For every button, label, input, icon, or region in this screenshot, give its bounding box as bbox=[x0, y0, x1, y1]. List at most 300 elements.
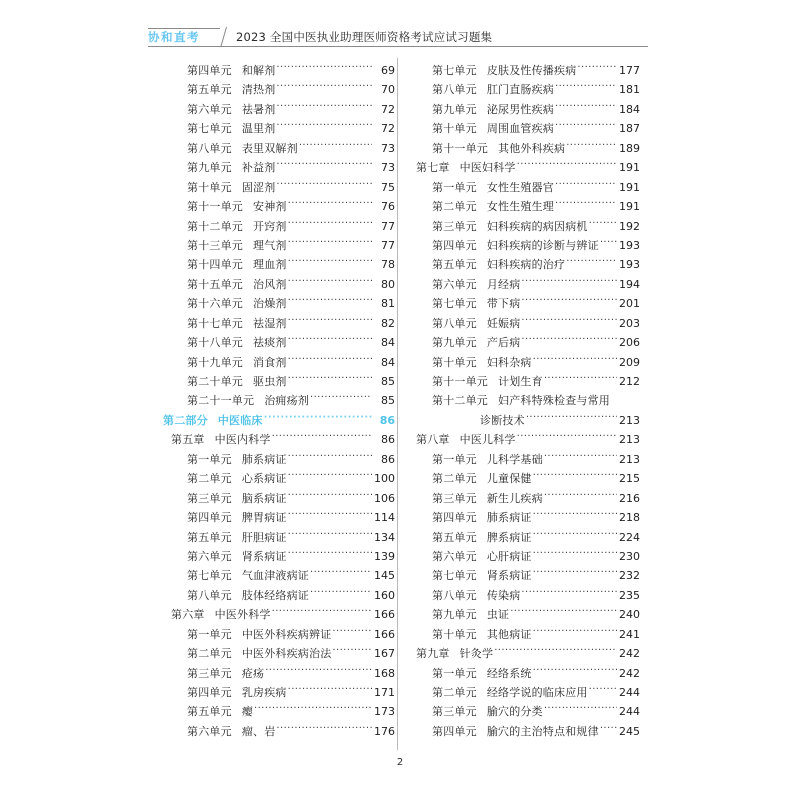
toc-entry-number: 第五单元 bbox=[432, 258, 477, 272]
toc-leader-dots bbox=[521, 316, 617, 327]
toc-leader-dots bbox=[544, 491, 617, 502]
toc-page-number: 145 bbox=[374, 569, 395, 583]
toc-entry[interactable] bbox=[163, 665, 395, 684]
toc-entry-number: 第三单元 bbox=[187, 666, 232, 680]
toc-entry-number: 第二单元 bbox=[187, 647, 232, 661]
toc-entry-number: 第八单元 bbox=[187, 141, 232, 155]
toc-page-number: 184 bbox=[619, 102, 640, 116]
toc-entry-number: 第六单元 bbox=[187, 549, 232, 563]
toc-entry-number: 第五单元 bbox=[432, 530, 477, 544]
toc-leader-dots bbox=[288, 510, 372, 521]
toc-entry[interactable] bbox=[408, 354, 640, 373]
toc-page-number: 235 bbox=[619, 588, 640, 602]
toc-entry-number: 第七章 bbox=[416, 161, 450, 175]
toc-entry-title: 中医妇科学 bbox=[459, 161, 516, 175]
toc-entry[interactable] bbox=[408, 334, 640, 353]
toc-entry[interactable] bbox=[408, 392, 640, 411]
toc-leader-dots bbox=[555, 102, 617, 113]
toc-page-number: 213 bbox=[619, 413, 640, 427]
toc-entry[interactable] bbox=[163, 334, 395, 353]
toc-leader-dots bbox=[288, 316, 372, 327]
toc-entry[interactable] bbox=[408, 159, 640, 178]
toc-page-number: 72 bbox=[381, 102, 395, 116]
toc-entry-title: 其他外科疾病 bbox=[498, 141, 566, 155]
toc-entry[interactable] bbox=[408, 256, 640, 275]
toc-entry[interactable] bbox=[408, 567, 640, 586]
toc-entry-title: 开窍剂 bbox=[253, 219, 287, 233]
toc-entry[interactable] bbox=[163, 723, 395, 742]
toc-entry-title: 泌尿男性疾病 bbox=[486, 102, 555, 116]
toc-entry[interactable] bbox=[163, 529, 395, 548]
toc-entry-label bbox=[171, 431, 271, 447]
toc-page-number: 171 bbox=[374, 686, 395, 699]
toc-leader-dots bbox=[288, 296, 372, 307]
toc-entry-number: 第一单元 bbox=[432, 180, 477, 194]
toc-entry[interactable] bbox=[163, 587, 395, 606]
toc-entry[interactable] bbox=[408, 295, 640, 314]
toc-page-number: 181 bbox=[619, 83, 640, 97]
toc-leader-dots bbox=[310, 568, 372, 579]
toc-entry-number: 第三单元 bbox=[432, 705, 477, 719]
toc-entry-label bbox=[432, 490, 543, 506]
toc-entry-number: 第四单元 bbox=[432, 511, 477, 525]
toc-leader-dots bbox=[288, 530, 372, 541]
toc-page-number: 230 bbox=[619, 549, 640, 563]
toc-entry-number: 第三单元 bbox=[432, 219, 477, 233]
toc-entry-label bbox=[432, 626, 532, 642]
toc-page-number: 167 bbox=[374, 647, 395, 661]
toc-entry[interactable] bbox=[163, 81, 395, 100]
toc-entry[interactable] bbox=[408, 548, 640, 567]
toc-page-number: 189 bbox=[619, 141, 640, 155]
toc-entry-title: 产后病 bbox=[486, 336, 521, 350]
toc-entry-title: 女性生殖器官 bbox=[486, 180, 555, 194]
toc-entry-label bbox=[187, 334, 287, 350]
toc-entry-label bbox=[187, 490, 287, 506]
toc-entry-title: 虫证 bbox=[486, 608, 510, 622]
toc-entry-number: 第一单元 bbox=[187, 627, 232, 641]
toc-entry[interactable] bbox=[163, 140, 395, 159]
toc-entry[interactable] bbox=[408, 703, 640, 722]
toc-entry-title: 儿科学基础 bbox=[486, 452, 543, 466]
toc-entry[interactable] bbox=[408, 101, 640, 120]
toc-entry-number: 第十七单元 bbox=[187, 316, 243, 330]
toc-entry[interactable] bbox=[163, 548, 395, 567]
toc-entry[interactable] bbox=[408, 529, 640, 548]
toc-leader-dots bbox=[288, 549, 372, 560]
toc-entry-title: 儿童保健 bbox=[486, 472, 532, 486]
toc-entry-number: 第八单元 bbox=[187, 588, 232, 602]
toc-entry-number: 第二单元 bbox=[432, 472, 477, 486]
toc-entry-number: 第六单元 bbox=[187, 102, 232, 116]
toc-leader-dots bbox=[555, 180, 617, 191]
toc-entry-title: 瘤、岩 bbox=[241, 724, 276, 738]
toc-entry-title: 中医儿科学 bbox=[459, 433, 516, 447]
toc-entry-title: 固涩剂 bbox=[241, 180, 276, 194]
toc-entry[interactable] bbox=[408, 276, 640, 295]
toc-leader-dots bbox=[264, 413, 372, 424]
toc-entry[interactable] bbox=[163, 315, 395, 334]
toc-page-number: 77 bbox=[381, 219, 395, 233]
toc-entry[interactable] bbox=[163, 295, 395, 314]
toc-page-number: 77 bbox=[381, 238, 395, 252]
toc-entry-number: 第六单元 bbox=[432, 277, 477, 291]
toc-entry-label bbox=[187, 62, 275, 78]
toc-entry[interactable] bbox=[408, 62, 640, 81]
toc-leader-dots bbox=[276, 724, 372, 735]
toc-entry-number: 第七单元 bbox=[187, 122, 232, 136]
toc-leader-dots bbox=[555, 82, 617, 93]
toc-entry[interactable] bbox=[408, 315, 640, 334]
toc-entry-label bbox=[432, 529, 532, 545]
toc-page-number: 166 bbox=[374, 627, 395, 641]
toc-entry-label bbox=[416, 645, 493, 661]
toc-entry-number: 第五单元 bbox=[187, 530, 232, 544]
toc-entry-label bbox=[432, 120, 554, 136]
toc-entry[interactable] bbox=[163, 645, 395, 664]
toc-entry-title: 皮肤及性传播疾病 bbox=[486, 64, 577, 77]
toc-leader-dots bbox=[533, 471, 617, 482]
toc-leader-dots bbox=[288, 471, 372, 482]
toc-entry-label bbox=[187, 723, 275, 739]
toc-entry-label bbox=[432, 179, 554, 195]
header-title: 2023 全国中医执业助理医师资格考试应试习题集 bbox=[236, 30, 493, 44]
toc-entry-number: 第四单元 bbox=[432, 238, 477, 252]
toc-entry-label bbox=[432, 723, 599, 739]
toc-leader-dots bbox=[288, 335, 372, 346]
toc-leader-dots bbox=[533, 568, 617, 579]
toc-entry-number: 第九单元 bbox=[432, 336, 477, 350]
toc-entry-label bbox=[432, 567, 532, 583]
toc-entry[interactable] bbox=[163, 373, 395, 392]
toc-entry-number: 第八章 bbox=[416, 433, 450, 447]
toc-entry-label bbox=[432, 373, 543, 389]
toc-entry-title: 补益剂 bbox=[241, 161, 276, 175]
toc-entry[interactable] bbox=[163, 218, 395, 237]
toc-page-number: 215 bbox=[619, 472, 640, 486]
toc-entry-title: 中医外科疾病辨证 bbox=[241, 627, 332, 641]
toc-leader-dots bbox=[555, 121, 617, 132]
toc-page-number: 209 bbox=[619, 355, 640, 369]
toc-page-number: 72 bbox=[381, 122, 395, 136]
toc-entry-title: 瘿 bbox=[241, 705, 254, 719]
toc-page-number: 213 bbox=[619, 452, 640, 466]
toc-entry[interactable] bbox=[163, 237, 395, 256]
page-number: 2 bbox=[396, 757, 404, 768]
toc-entry-title: 女性生殖生理 bbox=[486, 200, 555, 214]
toc-page-number: 191 bbox=[619, 200, 640, 214]
toc-leader-dots bbox=[544, 704, 617, 715]
toc-entry[interactable] bbox=[408, 470, 640, 489]
toc-entry-title: 清热剂 bbox=[241, 83, 276, 97]
toc-entry[interactable] bbox=[163, 470, 395, 489]
toc-entry-label bbox=[187, 140, 298, 156]
toc-entry[interactable] bbox=[163, 431, 395, 450]
toc-entry-title: 中医内科学 bbox=[214, 433, 271, 447]
toc-entry-title: 妇产科特殊检查与常用 bbox=[498, 394, 610, 408]
toc-leader-dots bbox=[566, 141, 617, 152]
toc-entry-title: 治痈疡剂 bbox=[264, 394, 310, 408]
toc-leader-dots bbox=[310, 393, 372, 404]
toc-leader-dots bbox=[544, 374, 617, 385]
toc-entry[interactable] bbox=[163, 101, 395, 120]
toc-page-number: 84 bbox=[381, 336, 395, 350]
toc-leader-dots bbox=[276, 180, 372, 191]
toc-entry[interactable] bbox=[408, 509, 640, 528]
toc-entry-number: 第十四单元 bbox=[187, 258, 243, 272]
toc-entry[interactable] bbox=[163, 159, 395, 178]
toc-entry-title: 中医外科学 bbox=[214, 608, 271, 622]
toc-page-number: 100 bbox=[374, 472, 395, 486]
toc-entry[interactable] bbox=[163, 412, 395, 431]
toc-entry-number: 第九单元 bbox=[187, 161, 232, 175]
toc-entry-title: 腧穴的分类 bbox=[486, 705, 543, 719]
toc-leader-dots bbox=[510, 607, 617, 618]
toc-entry[interactable] bbox=[163, 179, 395, 198]
toc-entry-title: 治风剂 bbox=[253, 277, 287, 291]
toc-entry-title: 温里剂 bbox=[241, 122, 276, 136]
toc-page-number: 86 bbox=[379, 413, 395, 427]
toc-entry-number: 第七单元 bbox=[432, 64, 477, 77]
toc-entry[interactable] bbox=[163, 703, 395, 722]
toc-entry-number: 第六章 bbox=[171, 608, 205, 622]
toc-entry-label bbox=[432, 509, 532, 525]
toc-leader-dots bbox=[555, 199, 617, 210]
toc-entry-title: 疮疡 bbox=[241, 666, 265, 680]
toc-page-number: 173 bbox=[374, 705, 395, 719]
toc-entry-title: 气血津液病证 bbox=[241, 569, 310, 583]
toc-entry-number: 第七单元 bbox=[432, 297, 477, 311]
toc-entry[interactable] bbox=[408, 140, 640, 159]
toc-page-number: 78 bbox=[381, 258, 395, 272]
toc-page-number: 134 bbox=[374, 530, 395, 544]
toc-entry[interactable] bbox=[163, 606, 395, 625]
toc-entry[interactable] bbox=[163, 392, 395, 411]
toc-page-number: 216 bbox=[619, 491, 640, 505]
toc-entry-title: 脾系病证 bbox=[486, 530, 532, 544]
toc-entry-number: 第十单元 bbox=[432, 355, 477, 369]
toc-entry-title: 经络系统 bbox=[486, 666, 532, 680]
toc-leader-dots bbox=[265, 666, 372, 677]
toc-entry-label bbox=[432, 237, 599, 253]
toc-entry[interactable] bbox=[408, 587, 640, 606]
toc-entry-title: 妊娠病 bbox=[486, 316, 521, 330]
toc-entry[interactable] bbox=[408, 723, 640, 742]
toc-entry-title: 祛痰剂 bbox=[253, 336, 287, 350]
toc-page-number: 86 bbox=[381, 433, 395, 447]
toc-leader-dots bbox=[276, 121, 372, 132]
toc-page-number: 191 bbox=[619, 161, 640, 175]
toc-leader-dots bbox=[288, 257, 372, 268]
toc-leader-dots bbox=[533, 627, 617, 638]
toc-entry[interactable] bbox=[163, 354, 395, 373]
toc-entry-number: 第二十单元 bbox=[187, 375, 243, 388]
toc-entry[interactable] bbox=[163, 509, 395, 528]
toc-entry-number: 第三单元 bbox=[187, 491, 232, 505]
toc-page-number: 86 bbox=[381, 452, 395, 466]
toc-page-number: 212 bbox=[619, 375, 640, 388]
toc-entry-label bbox=[187, 567, 309, 583]
toc-entry-title: 心肝病证 bbox=[486, 549, 532, 563]
toc-entry[interactable] bbox=[163, 490, 395, 509]
toc-leader-dots bbox=[533, 549, 617, 560]
toc-entry[interactable] bbox=[408, 218, 640, 237]
toc-entry-label bbox=[480, 412, 525, 428]
toc-entry[interactable] bbox=[163, 256, 395, 275]
toc-entry[interactable] bbox=[408, 645, 640, 664]
toc-entry-number: 第十九单元 bbox=[187, 355, 243, 369]
toc-leader-dots bbox=[611, 393, 617, 404]
toc-entry-label bbox=[432, 256, 565, 272]
toc-entry-number: 第二单元 bbox=[187, 472, 232, 486]
toc-entry[interactable] bbox=[408, 81, 640, 100]
toc-entry[interactable] bbox=[163, 62, 395, 81]
toc-page-number: 240 bbox=[619, 608, 640, 622]
toc-entry-label bbox=[187, 665, 264, 681]
toc-entry-number: 第八单元 bbox=[432, 588, 477, 602]
toc-page-number: 176 bbox=[374, 724, 395, 738]
toc-entry[interactable] bbox=[163, 626, 395, 645]
toc-page-number: 73 bbox=[381, 141, 395, 155]
toc-page-number: 192 bbox=[619, 219, 640, 233]
toc-entry-label bbox=[187, 159, 275, 175]
toc-page-number: 201 bbox=[619, 297, 640, 311]
toc-entry-label bbox=[432, 101, 554, 117]
toc-entry-number: 第十八单元 bbox=[187, 336, 243, 350]
toc-page-number: 232 bbox=[619, 569, 640, 583]
toc-leader-dots bbox=[288, 355, 372, 366]
logo-rule-bottom bbox=[148, 46, 220, 47]
toc-leader-dots bbox=[517, 160, 617, 171]
toc-leader-dots bbox=[272, 607, 372, 618]
toc-entry-title: 驱虫剂 bbox=[253, 375, 287, 388]
toc-page-number: 81 bbox=[381, 297, 395, 311]
toc-entry-title: 诊断技术 bbox=[480, 413, 525, 427]
toc-entry-title: 针灸学 bbox=[459, 647, 494, 661]
toc-entry-label bbox=[432, 548, 532, 564]
toc-entry-label bbox=[171, 606, 271, 622]
toc-page-number: 85 bbox=[381, 375, 395, 388]
toc-entry-title: 脾胃病证 bbox=[241, 511, 287, 525]
toc-entry-label bbox=[187, 276, 287, 292]
toc-page-number: 70 bbox=[381, 83, 395, 97]
toc-leader-dots bbox=[533, 510, 617, 521]
toc-entry[interactable] bbox=[163, 198, 395, 217]
toc-page-number: 177 bbox=[619, 64, 640, 77]
toc-entry-label bbox=[187, 354, 287, 370]
toc-entry-title: 肛门直肠疾病 bbox=[486, 83, 555, 97]
toc-page-number: 82 bbox=[381, 316, 395, 330]
toc-entry[interactable] bbox=[163, 567, 395, 586]
toc-entry[interactable] bbox=[408, 684, 640, 703]
toc-entry[interactable] bbox=[408, 431, 640, 450]
toc-page-number: 193 bbox=[619, 258, 640, 272]
toc-entry-number: 第六单元 bbox=[432, 549, 477, 563]
toc-entry-label bbox=[187, 626, 331, 642]
toc-entry[interactable] bbox=[408, 179, 640, 198]
toc-entry-title: 表里双解剂 bbox=[241, 141, 298, 155]
toc-entry-title: 治燥剂 bbox=[253, 297, 287, 311]
toc-page-number: 191 bbox=[619, 180, 640, 194]
toc-entry-number: 第二单元 bbox=[432, 686, 477, 699]
toc-entry[interactable] bbox=[163, 276, 395, 295]
toc-leader-dots bbox=[288, 452, 372, 463]
toc-entry-label bbox=[163, 412, 263, 428]
toc-leader-dots bbox=[566, 257, 617, 268]
toc-entry[interactable] bbox=[408, 606, 640, 625]
toc-entry-title: 肾系病证 bbox=[241, 549, 287, 563]
toc-entry[interactable] bbox=[408, 120, 640, 139]
toc-entry-label bbox=[416, 431, 516, 447]
toc-entry[interactable] bbox=[408, 490, 640, 509]
toc-entry-number: 第五章 bbox=[171, 433, 205, 447]
toc-leader-dots bbox=[544, 452, 617, 463]
toc-entry-number: 第七单元 bbox=[432, 569, 477, 583]
toc-entry[interactable] bbox=[163, 451, 395, 470]
toc-entry-label bbox=[432, 81, 554, 97]
toc-entry[interactable] bbox=[408, 665, 640, 684]
toc-entry-label bbox=[432, 334, 520, 350]
toc-entry-label bbox=[187, 373, 287, 389]
toc-entry-label bbox=[187, 218, 287, 234]
toc-entry-title: 理气剂 bbox=[253, 238, 287, 252]
toc-entry[interactable] bbox=[408, 237, 640, 256]
toc-entry-label bbox=[432, 470, 532, 486]
toc-leader-dots bbox=[577, 63, 617, 74]
toc-entry-number: 第四单元 bbox=[432, 724, 477, 738]
toc-page-number: 242 bbox=[619, 647, 640, 661]
toc-entry[interactable] bbox=[408, 412, 640, 431]
toc-leader-dots bbox=[276, 63, 372, 74]
toc-entry-number: 第三单元 bbox=[432, 491, 477, 505]
toc-entry[interactable] bbox=[408, 373, 640, 392]
toc-entry-title: 肺系病证 bbox=[486, 511, 532, 525]
toc-entry-title: 理血剂 bbox=[253, 258, 287, 272]
toc-entry-label bbox=[187, 315, 287, 331]
toc-entry-label bbox=[187, 509, 287, 525]
toc-entry-number: 第十六单元 bbox=[187, 297, 243, 311]
toc-entry-label bbox=[187, 587, 309, 603]
toc-entry-label bbox=[432, 62, 576, 78]
toc-entry-number: 第八单元 bbox=[432, 83, 477, 97]
toc-entry-number: 第四单元 bbox=[187, 686, 232, 699]
toc-leader-dots bbox=[521, 588, 617, 599]
toc-entry-label bbox=[187, 645, 331, 661]
toc-entry-title: 妇科疾病的诊断与辨证 bbox=[486, 238, 599, 252]
toc-entry[interactable] bbox=[163, 684, 395, 703]
toc-leader-dots bbox=[288, 238, 372, 249]
toc-entry-title: 肾系病证 bbox=[486, 569, 532, 583]
toc-page-number: 106 bbox=[374, 491, 395, 505]
toc-leader-dots bbox=[332, 627, 372, 638]
toc-entry-title: 消食剂 bbox=[253, 355, 287, 369]
toc-entry[interactable] bbox=[408, 626, 640, 645]
toc-entry-label bbox=[416, 159, 516, 175]
toc-page-number: 73 bbox=[381, 161, 395, 175]
toc-entry-number: 第一单元 bbox=[432, 666, 477, 680]
toc-page-number: 80 bbox=[381, 277, 395, 291]
toc-entry-label bbox=[432, 140, 565, 156]
toc-entry-number: 第十一单元 bbox=[432, 141, 488, 155]
toc-entry[interactable] bbox=[408, 451, 640, 470]
toc-entry-label bbox=[187, 237, 287, 253]
toc-entry[interactable] bbox=[408, 198, 640, 217]
toc-page-number: 168 bbox=[374, 666, 395, 680]
toc-entry[interactable] bbox=[163, 120, 395, 139]
toc-entry-number: 第四单元 bbox=[187, 511, 232, 525]
toc-entry-title: 脑系病证 bbox=[241, 491, 287, 505]
toc-entry-label bbox=[187, 470, 287, 486]
